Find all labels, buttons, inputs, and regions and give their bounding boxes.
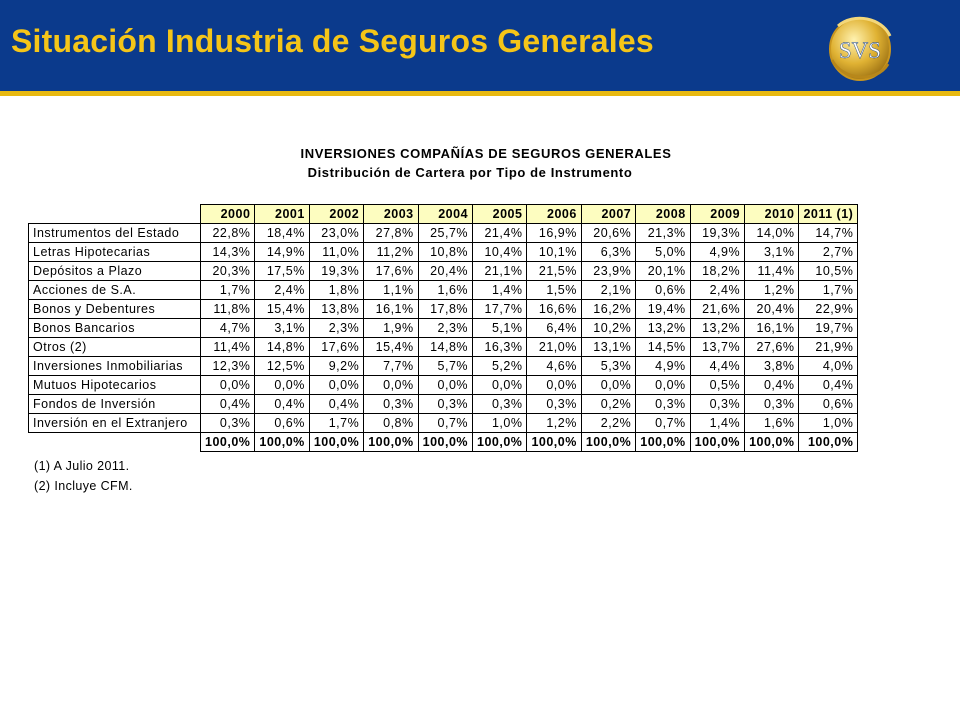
table-header-row (29, 205, 858, 224)
value-cell: 0,0% (364, 376, 418, 395)
total-cell: 100,0% (255, 433, 309, 452)
value-cell: 0,4% (201, 395, 255, 414)
table-row (29, 224, 858, 243)
value-cell: 0,4% (255, 395, 309, 414)
header-blank-cell (29, 205, 201, 224)
value-cell: 0,3% (690, 395, 744, 414)
value-cell: 14,8% (418, 338, 472, 357)
value-cell: 0,0% (581, 376, 635, 395)
totals-blank-cell (29, 433, 201, 452)
value-cell: 1,8% (309, 281, 363, 300)
value-cell: 15,4% (255, 300, 309, 319)
page-title: Situación Industria de Seguros Generales (11, 23, 654, 59)
total-cell: 100,0% (473, 433, 527, 452)
value-cell: 2,7% (799, 243, 858, 262)
logo-text: SVS (838, 38, 882, 63)
value-cell: 1,2% (527, 414, 581, 433)
value-cell: 16,3% (473, 338, 527, 357)
value-cell: 20,3% (201, 262, 255, 281)
value-cell: 0,0% (473, 376, 527, 395)
value-cell: 4,6% (527, 357, 581, 376)
value-cell: 10,1% (527, 243, 581, 262)
value-cell: 19,3% (690, 224, 744, 243)
table-row (29, 243, 858, 262)
value-cell: 1,1% (364, 281, 418, 300)
value-cell: 22,9% (799, 300, 858, 319)
value-cell: 27,8% (364, 224, 418, 243)
value-cell: 13,2% (690, 319, 744, 338)
value-cell: 0,7% (418, 414, 472, 433)
value-cell: 17,5% (255, 262, 309, 281)
value-cell: 5,2% (473, 357, 527, 376)
value-cell: 0,3% (636, 395, 690, 414)
instrument-label: Acciones de S.A. (29, 281, 201, 300)
value-cell: 17,6% (364, 262, 418, 281)
value-cell: 21,9% (799, 338, 858, 357)
total-cell: 100,0% (201, 433, 255, 452)
value-cell: 1,6% (418, 281, 472, 300)
instrument-label: Bonos y Debentures (29, 300, 201, 319)
value-cell: 10,4% (473, 243, 527, 262)
value-cell: 0,3% (527, 395, 581, 414)
value-cell: 23,9% (581, 262, 635, 281)
value-cell: 4,4% (690, 357, 744, 376)
value-cell: 2,1% (581, 281, 635, 300)
value-cell: 10,8% (418, 243, 472, 262)
value-cell: 1,0% (799, 414, 858, 433)
total-cell: 100,0% (636, 433, 690, 452)
value-cell: 5,0% (636, 243, 690, 262)
year-header-cell: 2007 (581, 205, 635, 224)
value-cell: 19,4% (636, 300, 690, 319)
year-header-cell: 2010 (745, 205, 799, 224)
year-header-cell: 2001 (255, 205, 309, 224)
value-cell: 16,1% (745, 319, 799, 338)
value-cell: 20,6% (581, 224, 635, 243)
value-cell: 22,8% (201, 224, 255, 243)
value-cell: 5,7% (418, 357, 472, 376)
value-cell: 3,1% (255, 319, 309, 338)
total-cell: 100,0% (418, 433, 472, 452)
table-row (29, 376, 858, 395)
instrument-label: Instrumentos del Estado (29, 224, 201, 243)
value-cell: 5,1% (473, 319, 527, 338)
value-cell: 0,4% (745, 376, 799, 395)
value-cell: 0,3% (201, 414, 255, 433)
instrument-label: Depósitos a Plazo (29, 262, 201, 281)
value-cell: 6,4% (527, 319, 581, 338)
value-cell: 0,4% (799, 376, 858, 395)
value-cell: 5,3% (581, 357, 635, 376)
value-cell: 13,7% (690, 338, 744, 357)
value-cell: 16,9% (527, 224, 581, 243)
table-row (29, 262, 858, 281)
table-row (29, 357, 858, 376)
value-cell: 2,4% (690, 281, 744, 300)
value-cell: 14,7% (799, 224, 858, 243)
value-cell: 17,6% (309, 338, 363, 357)
value-cell: 21,4% (473, 224, 527, 243)
value-cell: 0,2% (581, 395, 635, 414)
svs-logo (820, 14, 902, 84)
value-cell: 1,0% (473, 414, 527, 433)
total-cell: 100,0% (309, 433, 363, 452)
value-cell: 2,3% (309, 319, 363, 338)
value-cell: 11,8% (201, 300, 255, 319)
value-cell: 1,2% (745, 281, 799, 300)
value-cell: 18,2% (690, 262, 744, 281)
value-cell: 21,1% (473, 262, 527, 281)
value-cell: 18,4% (255, 224, 309, 243)
value-cell: 1,7% (799, 281, 858, 300)
value-cell: 16,6% (527, 300, 581, 319)
value-cell: 7,7% (364, 357, 418, 376)
instrument-label: Letras Hipotecarias (29, 243, 201, 262)
value-cell: 0,0% (418, 376, 472, 395)
year-header-cell: 2002 (309, 205, 363, 224)
total-cell: 100,0% (690, 433, 744, 452)
year-header-cell: 2008 (636, 205, 690, 224)
instrument-label: Inversiones Inmobiliarias (29, 357, 201, 376)
instrument-label: Inversión en el Extranjero (29, 414, 201, 433)
value-cell: 4,0% (799, 357, 858, 376)
footnote: (2) Incluye CFM. (34, 479, 133, 493)
value-cell: 16,1% (364, 300, 418, 319)
value-cell: 27,6% (745, 338, 799, 357)
value-cell: 2,4% (255, 281, 309, 300)
value-cell: 0,0% (309, 376, 363, 395)
total-cell: 100,0% (799, 433, 858, 452)
total-cell: 100,0% (745, 433, 799, 452)
value-cell: 21,0% (527, 338, 581, 357)
value-cell: 1,7% (201, 281, 255, 300)
value-cell: 4,9% (636, 357, 690, 376)
value-cell: 1,4% (473, 281, 527, 300)
instrument-label: Otros (2) (29, 338, 201, 357)
table-row (29, 338, 858, 357)
value-cell: 13,2% (636, 319, 690, 338)
year-header-cell: 2003 (364, 205, 418, 224)
value-cell: 0,0% (255, 376, 309, 395)
value-cell: 6,3% (581, 243, 635, 262)
value-cell: 21,5% (527, 262, 581, 281)
table-row (29, 414, 858, 433)
value-cell: 19,3% (309, 262, 363, 281)
year-header-cell: 2005 (473, 205, 527, 224)
value-cell: 10,2% (581, 319, 635, 338)
total-cell: 100,0% (527, 433, 581, 452)
value-cell: 14,9% (255, 243, 309, 262)
totals-row (29, 433, 858, 452)
value-cell: 10,5% (799, 262, 858, 281)
value-cell: 0,6% (636, 281, 690, 300)
value-cell: 17,8% (418, 300, 472, 319)
header-bar (0, 0, 960, 96)
table-title: INVERSIONES COMPAÑÍAS DE SEGUROS GENERALES (300, 146, 672, 161)
value-cell: 0,4% (309, 395, 363, 414)
value-cell: 14,8% (255, 338, 309, 357)
value-cell: 12,3% (201, 357, 255, 376)
value-cell: 16,2% (581, 300, 635, 319)
instrument-label: Bonos Bancarios (29, 319, 201, 338)
table-row (29, 300, 858, 319)
year-header-cell: 2006 (527, 205, 581, 224)
table-row (29, 395, 858, 414)
value-cell: 11,4% (201, 338, 255, 357)
year-header-cell: 2011 (1) (799, 205, 858, 224)
value-cell: 20,4% (418, 262, 472, 281)
instrument-label: Fondos de Inversión (29, 395, 201, 414)
value-cell: 0,3% (473, 395, 527, 414)
total-cell: 100,0% (364, 433, 418, 452)
value-cell: 0,0% (201, 376, 255, 395)
value-cell: 25,7% (418, 224, 472, 243)
value-cell: 4,9% (690, 243, 744, 262)
value-cell: 15,4% (364, 338, 418, 357)
value-cell: 0,3% (745, 395, 799, 414)
value-cell: 17,7% (473, 300, 527, 319)
year-header-cell: 2004 (418, 205, 472, 224)
value-cell: 0,5% (690, 376, 744, 395)
value-cell: 12,5% (255, 357, 309, 376)
instrument-label: Mutuos Hipotecarios (29, 376, 201, 395)
investment-table (28, 204, 858, 452)
footnotes (34, 456, 133, 496)
value-cell: 11,0% (309, 243, 363, 262)
value-cell: 13,1% (581, 338, 635, 357)
value-cell: 2,3% (418, 319, 472, 338)
table-row (29, 319, 858, 338)
value-cell: 14,3% (201, 243, 255, 262)
value-cell: 1,6% (745, 414, 799, 433)
value-cell: 11,2% (364, 243, 418, 262)
value-cell: 0,7% (636, 414, 690, 433)
value-cell: 0,6% (799, 395, 858, 414)
value-cell: 23,0% (309, 224, 363, 243)
value-cell: 20,4% (745, 300, 799, 319)
year-header-cell: 2009 (690, 205, 744, 224)
value-cell: 13,8% (309, 300, 363, 319)
value-cell: 11,4% (745, 262, 799, 281)
value-cell: 1,7% (309, 414, 363, 433)
value-cell: 1,4% (690, 414, 744, 433)
value-cell: 0,8% (364, 414, 418, 433)
value-cell: 3,1% (745, 243, 799, 262)
value-cell: 14,5% (636, 338, 690, 357)
value-cell: 21,3% (636, 224, 690, 243)
value-cell: 0,6% (255, 414, 309, 433)
header-accent-line (0, 91, 960, 96)
value-cell: 4,7% (201, 319, 255, 338)
value-cell: 3,8% (745, 357, 799, 376)
value-cell: 0,3% (364, 395, 418, 414)
table-subtitle: Distribución de Cartera por Tipo de Instrumento (307, 165, 633, 180)
value-cell: 0,3% (418, 395, 472, 414)
value-cell: 0,0% (636, 376, 690, 395)
value-cell: 2,2% (581, 414, 635, 433)
value-cell: 1,9% (364, 319, 418, 338)
value-cell: 19,7% (799, 319, 858, 338)
value-cell: 21,6% (690, 300, 744, 319)
value-cell: 1,5% (527, 281, 581, 300)
table-row (29, 281, 858, 300)
value-cell: 9,2% (309, 357, 363, 376)
value-cell: 0,0% (527, 376, 581, 395)
value-cell: 20,1% (636, 262, 690, 281)
value-cell: 14,0% (745, 224, 799, 243)
year-header-cell: 2000 (201, 205, 255, 224)
footnote: (1) A Julio 2011. (34, 459, 130, 473)
total-cell: 100,0% (581, 433, 635, 452)
